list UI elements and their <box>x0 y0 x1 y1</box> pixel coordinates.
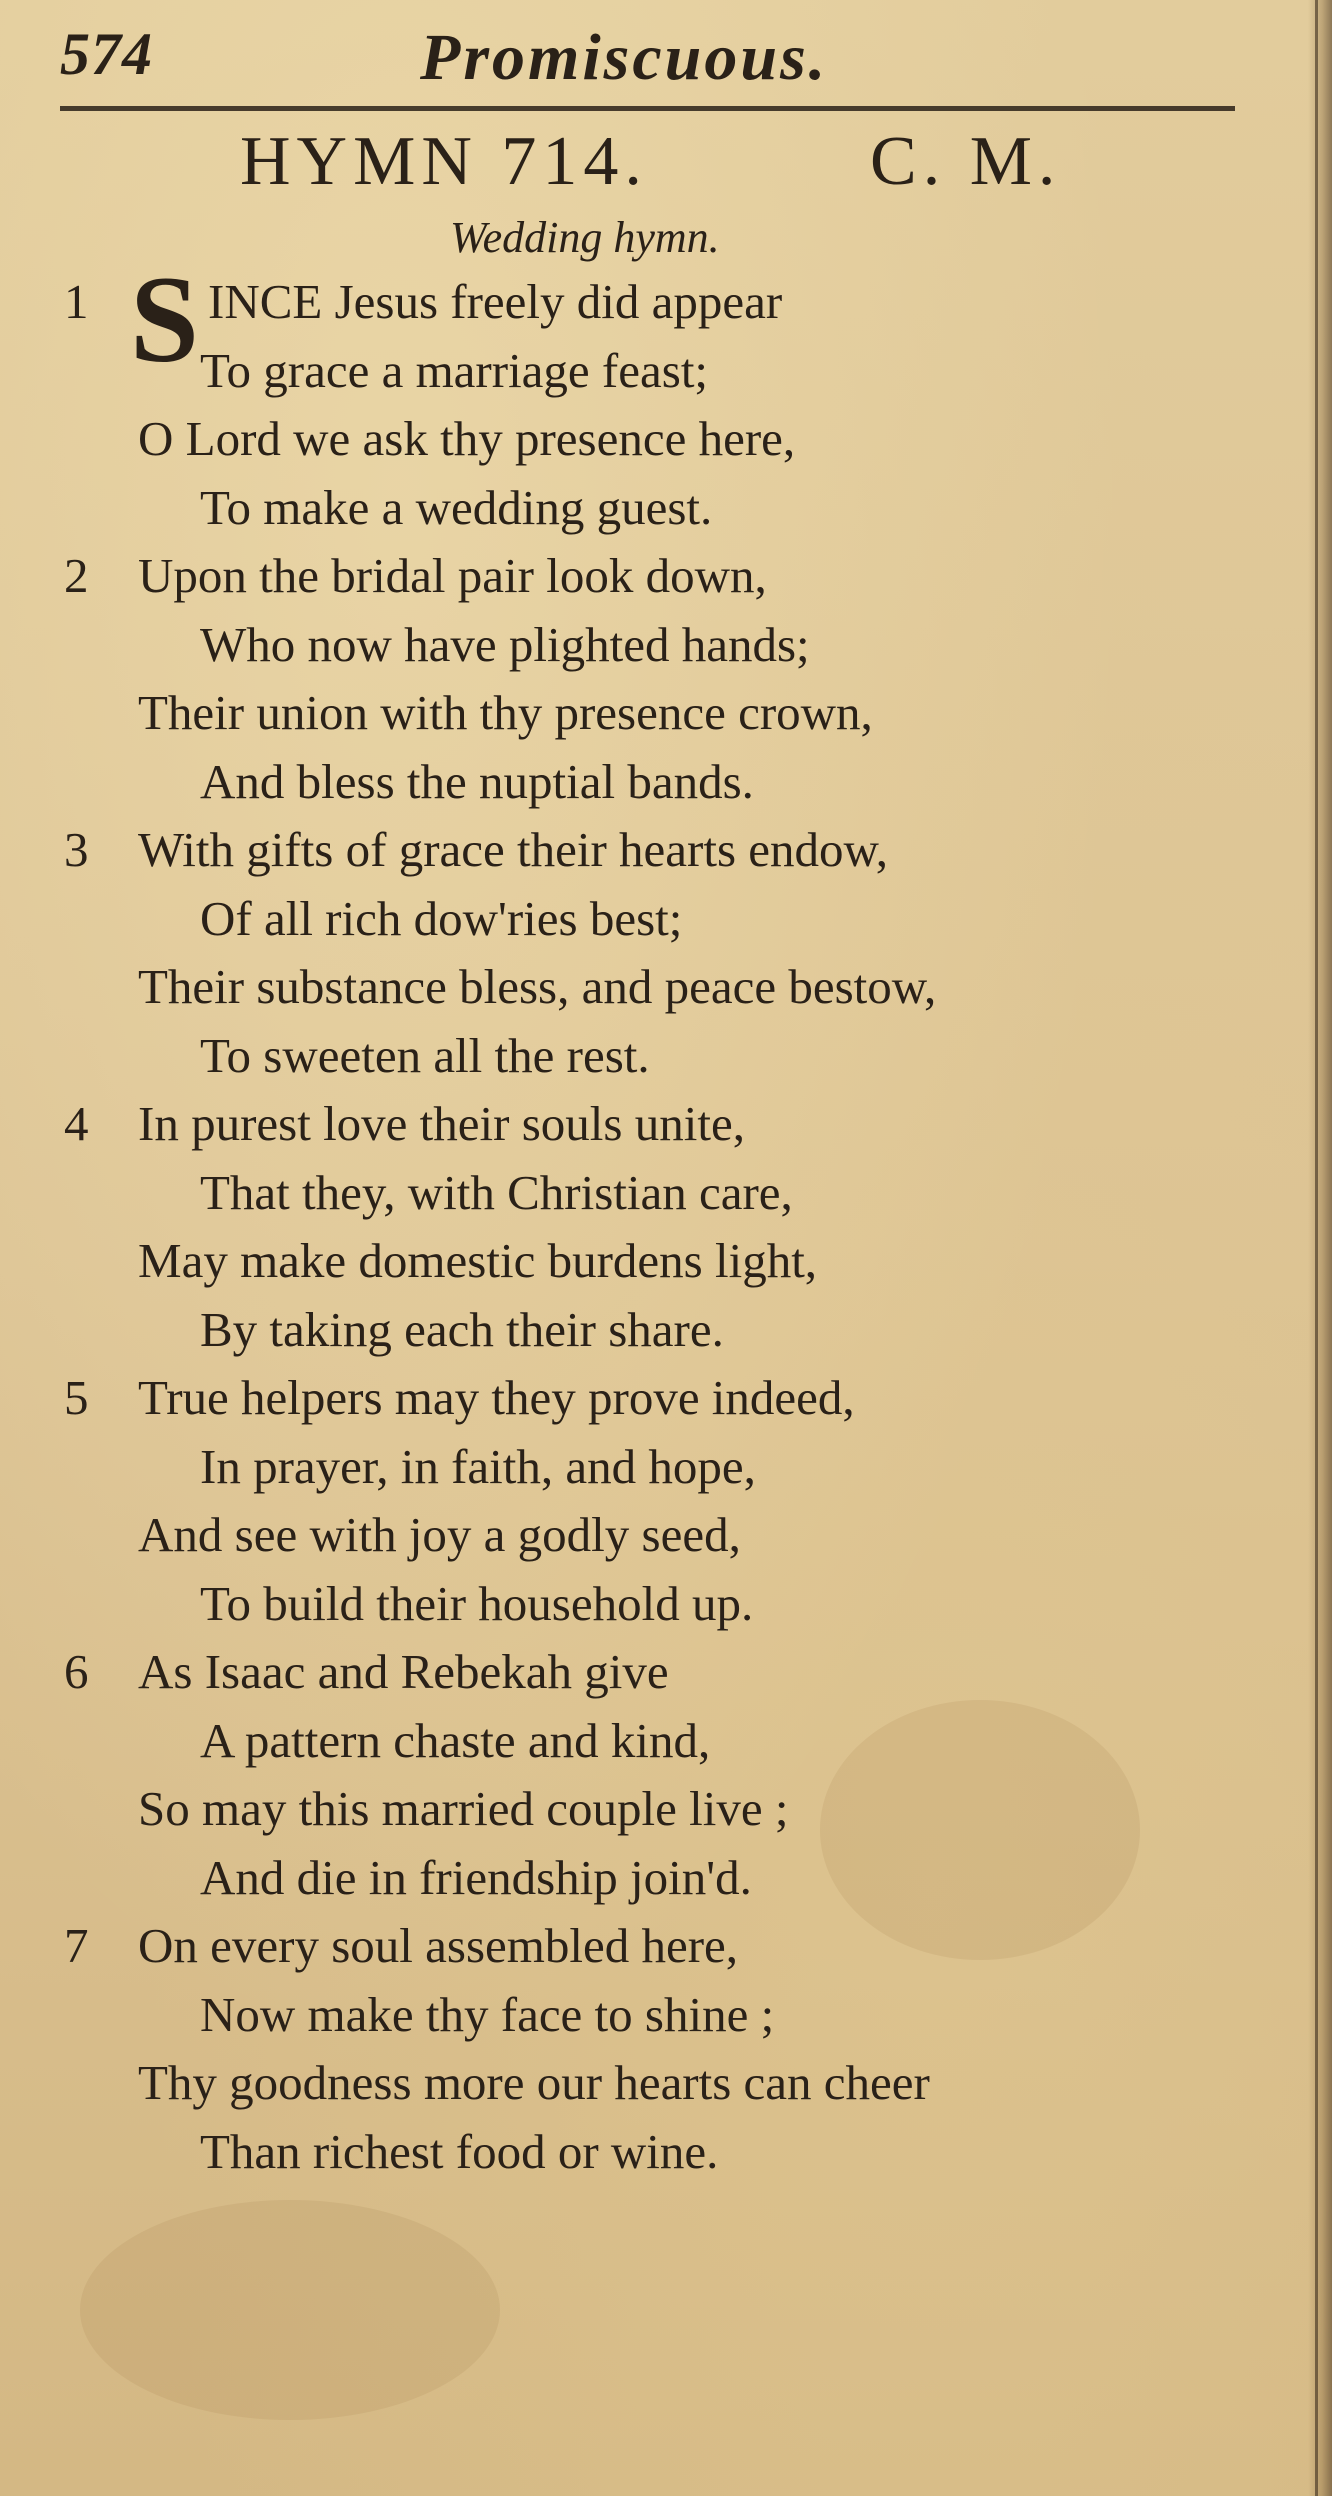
stanza-7 <box>0 1912 1300 2186</box>
verse-text: To build their household up. <box>200 1575 754 1631</box>
verse-line <box>0 885 1300 954</box>
verse-text: In prayer, in faith, and hope, <box>200 1438 756 1494</box>
verse-line <box>0 1159 1300 1228</box>
verse-text: As Isaac and Rebekah give <box>138 1644 669 1699</box>
verse-line <box>0 816 1300 885</box>
verse-line <box>0 1296 1300 1365</box>
verse-text: Of all rich dow'ries best; <box>200 890 683 946</box>
verse-line <box>0 611 1300 680</box>
verse-line <box>0 1022 1300 1091</box>
stanza-number: 2 <box>64 548 89 603</box>
page-edge-shadow <box>1308 0 1332 2496</box>
verse-text: Thy goodness more our hearts can cheer <box>138 2055 930 2110</box>
verse-text: To make a wedding guest. <box>200 479 713 535</box>
verse-line <box>0 474 1300 543</box>
hymn-heading <box>240 122 1140 202</box>
verse-text: True helpers may they prove indeed, <box>138 1370 855 1425</box>
stanza-4 <box>0 1090 1300 1364</box>
verse-line <box>0 1775 1300 1844</box>
stanza-2 <box>0 542 1300 816</box>
verse-text: With gifts of grace their hearts endow, <box>138 822 889 877</box>
hymn-subtitle: Wedding hymn. <box>450 213 720 262</box>
verse-line <box>0 748 1300 817</box>
verse-text: By taking each their share. <box>200 1301 724 1357</box>
verse-line <box>0 2049 1300 2118</box>
stanza-number: 1 <box>64 274 89 329</box>
stanza-number: 4 <box>64 1096 89 1151</box>
page-number: 574 <box>60 21 153 87</box>
verse-line <box>0 1638 1300 1707</box>
verse-line <box>0 2118 1300 2187</box>
stanza-number: 6 <box>64 1644 89 1699</box>
hymn-number: HYMN 714. <box>240 123 648 200</box>
verse-text: On every soul assembled here, <box>138 1918 739 1973</box>
verse-text: And see with joy a godly seed, <box>138 1507 741 1562</box>
stanza-1 <box>0 251 1300 542</box>
verse-text: May make domestic burdens light, <box>138 1233 818 1288</box>
header-rule <box>60 106 1235 111</box>
verse-text: Who now have plighted hands; <box>200 616 810 672</box>
verse-text: To grace a marriage feast; <box>200 342 709 398</box>
verse-text: INCE Jesus freely did appear <box>208 274 783 329</box>
hymn-meter: C. M. <box>870 123 1062 200</box>
stanza-number: 3 <box>64 822 89 877</box>
verse-text: To sweeten all the rest. <box>200 1027 650 1083</box>
verse-text: And die in friendship join'd. <box>200 1849 752 1905</box>
page-edge-line <box>1315 0 1318 2496</box>
verse-line <box>0 1090 1300 1159</box>
stanza-number: 5 <box>64 1370 89 1425</box>
stanza-5 <box>0 1364 1300 1638</box>
verse-text: In purest love their souls unite, <box>138 1096 745 1151</box>
verse-line <box>0 1364 1300 1433</box>
hymn-stanzas <box>0 251 1300 2186</box>
stanza-6 <box>0 1638 1300 1912</box>
verse-line <box>0 405 1300 474</box>
drop-cap: S <box>130 251 199 388</box>
verse-text: Now make thy face to shine ; <box>200 1986 775 2042</box>
verse-line <box>0 1433 1300 1502</box>
stanza-number: 7 <box>64 1918 89 1973</box>
verse-line <box>0 337 1300 406</box>
verse-text: Upon the bridal pair look down, <box>138 548 767 603</box>
verse-text: Than richest food or wine. <box>200 2123 719 2179</box>
page-header <box>60 20 1240 94</box>
verse-line <box>0 542 1300 611</box>
running-head: Promiscuous. <box>420 21 829 94</box>
verse-text: That they, with Christian care, <box>200 1164 793 1220</box>
verse-text: Their substance bless, and peace bestow, <box>138 959 937 1014</box>
verse-text: So may this married couple live ; <box>138 1781 789 1836</box>
verse-text: O Lord we ask thy presence here, <box>138 411 796 466</box>
verse-line <box>0 953 1300 1022</box>
verse-line <box>0 1707 1300 1776</box>
verse-line <box>0 1227 1300 1296</box>
verse-line <box>0 1844 1300 1913</box>
verse-line <box>0 679 1300 748</box>
verse-text: A pattern chaste and kind, <box>200 1712 711 1768</box>
paper-stain <box>80 2200 500 2420</box>
verse-line <box>0 1912 1300 1981</box>
verse-text: Their union with thy presence crown, <box>138 685 873 740</box>
verse-line <box>0 1501 1300 1570</box>
stanza-3 <box>0 816 1300 1090</box>
verse-text: And bless the nuptial bands. <box>200 753 754 809</box>
verse-line <box>0 1981 1300 2050</box>
verse-line <box>0 1570 1300 1639</box>
